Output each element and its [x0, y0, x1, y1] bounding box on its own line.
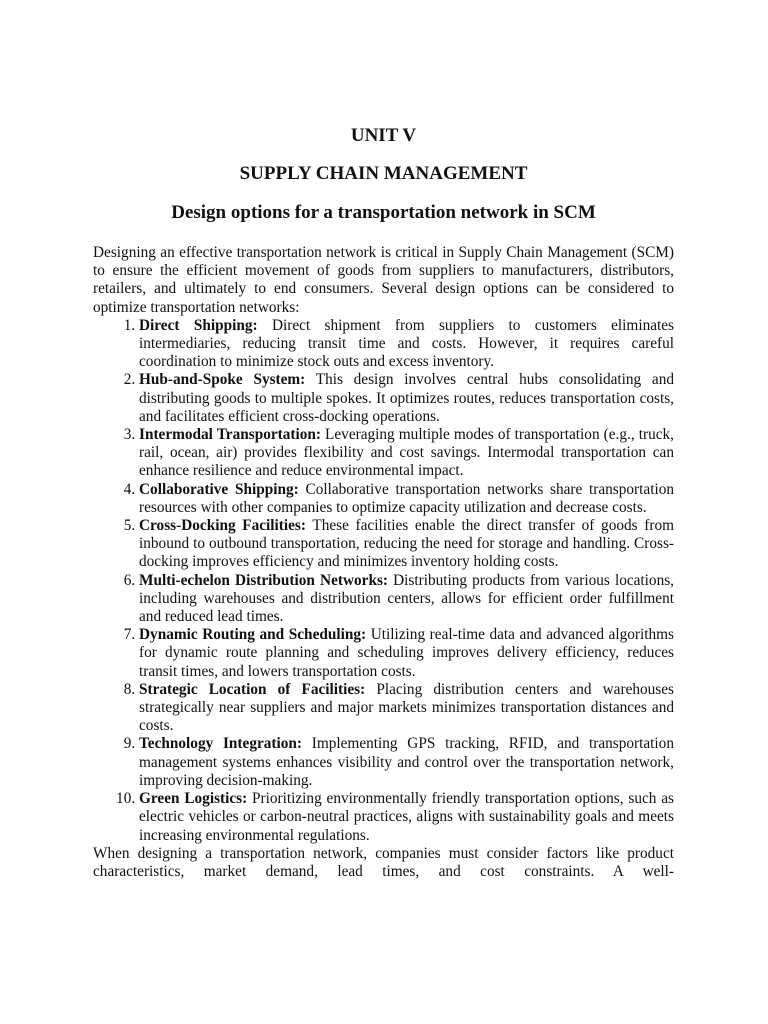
list-item: [139, 517, 674, 572]
intro-paragraph: Designing an effective transportation network is critical in Supply Chain Management (SCM) to ensure the efficient movement of goods from suppliers to manufacturers, distributors, retailers, and ultimately to end consumers. Several design options can be considered to optimize transportation networks:: [93, 244, 674, 316]
option-text: Distributing products from various locations, including warehouses and distribution centers, allows for efficient order fulfillment and reduced lead times.: [139, 571, 675, 626]
option-text: Implementing GPS tracking, RFID, and transportation management systems enhances visibility and control over the transportation network, improving decision-making.: [139, 735, 674, 789]
option-term: Strategic Location of Facilities:: [139, 680, 366, 698]
list-item: [139, 626, 674, 681]
list-item: [139, 572, 674, 627]
option-text: Utilizing real-time data and advanced algorithms for dynamic route planning and scheduling improves delivery efficiency, reduces transit times, and lowers transportation costs.: [139, 626, 674, 680]
option-term: Direct Shipping:: [139, 316, 258, 334]
option-text: This design involves central hubs consolidating and distributing goods to multiple spokes. It optimizes routes, reduces transportation costs, and facilitates efficient cross-docking operations.: [139, 371, 674, 425]
design-options-list: [93, 317, 674, 845]
closing-paragraph: When designing a transportation network, companies must consider factors like product characteristics, market demand, lead times, and cost constraints. A well-: [93, 844, 674, 880]
option-term: Dynamic Routing and Scheduling:: [139, 626, 367, 644]
option-text: Collaborative transportation networks share transportation resources with other companies to optimize capacity utilization and decrease costs.: [139, 480, 674, 516]
option-term: Hub-and-Spoke System:: [139, 371, 306, 389]
unit-title: UNIT V: [350, 125, 417, 146]
option-text: Leveraging multiple modes of transportation (e.g., truck, rail, ocean, air) provides flexibility and cost savings. Intermodal transportation can enhance resilience and reduce environmental impact.: [139, 426, 674, 480]
list-item: [139, 735, 674, 790]
option-text: Prioritizing environmentally friendly transportation options, such as electric vehicles or carbon-neutral practices, aligns with sustainability goals and meets increasing environmental regulations.: [139, 790, 674, 844]
option-term: Intermodal Transportation:: [139, 426, 321, 444]
list-item: [139, 790, 674, 845]
chapter-title: SUPPLY CHAIN MANAGEMENT: [239, 163, 528, 184]
option-term: Collaborative Shipping:: [139, 480, 299, 498]
option-text: Placing distribution centers and warehouses strategically near suppliers and major markets minimizes transportation distances and costs.: [139, 680, 674, 735]
option-term: Green Logistics:: [139, 790, 248, 808]
option-text: Direct shipment from suppliers to customers eliminates intermediaries, reducing transit time and costs. However, it requires careful coordination to minimize stock outs and excess inventory.: [139, 316, 674, 371]
option-term: Cross-Docking Facilities:: [139, 517, 306, 535]
list-item: [139, 317, 674, 372]
list-item: [139, 481, 674, 517]
list-item: [139, 681, 674, 736]
section-title: Design options for a transportation network in SCM: [171, 202, 596, 223]
option-term: Multi-echelon Distribution Networks:: [139, 571, 389, 589]
option-text: These facilities enable the direct transfer of goods from inbound to outbound transportation, reducing the need for storage and handling. Cross-docking improves efficiency and minimizes inventory holding costs.: [139, 517, 674, 571]
list-item: [139, 371, 674, 426]
list-item: [139, 426, 674, 481]
document-page: [93, 124, 674, 881]
option-term: Technology Integration:: [139, 735, 302, 753]
